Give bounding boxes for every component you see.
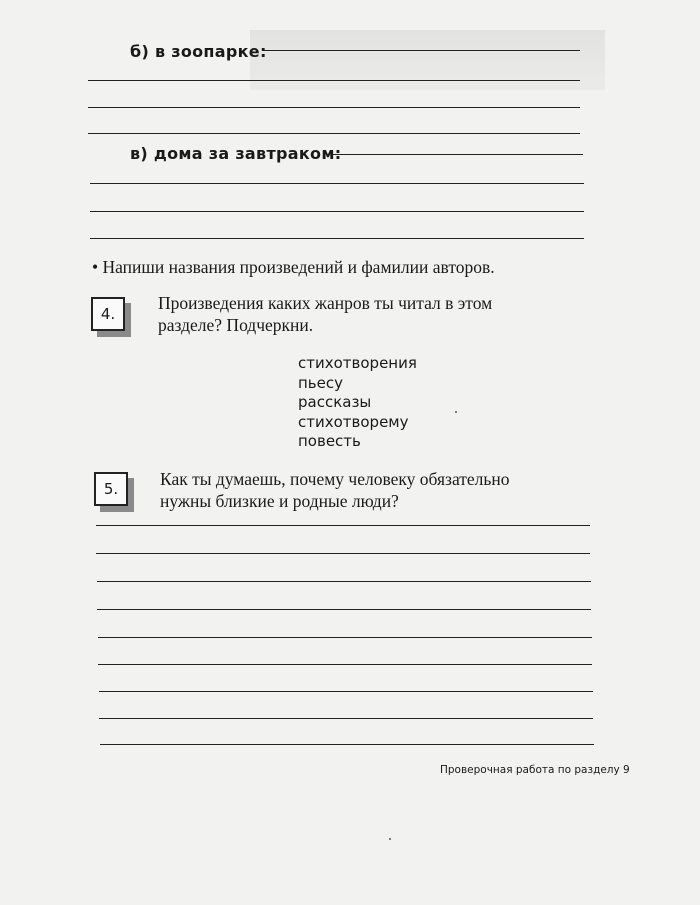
- scan-speck: [455, 411, 457, 413]
- answer-line[interactable]: [90, 238, 584, 239]
- answer-line[interactable]: [98, 637, 592, 638]
- task-4-question-line: Произведения каких жанров ты читал в этом: [158, 293, 493, 313]
- answer-line[interactable]: [99, 691, 593, 692]
- instruction-text: • Напиши названия произведений и фамилии авторов.: [92, 257, 495, 277]
- genre-option[interactable]: рассказы: [298, 393, 372, 412]
- genre-list: [298, 354, 417, 452]
- answer-line[interactable]: [97, 581, 591, 582]
- answer-line[interactable]: [99, 718, 593, 719]
- section-b-label: б) в зоопарке:: [130, 42, 267, 61]
- answer-line[interactable]: [100, 744, 594, 745]
- page-footer: Проверочная работа по разделу 9: [440, 764, 630, 776]
- task-5-question-line: Как ты думаешь, почему человеку обязательно: [160, 469, 510, 489]
- answer-line[interactable]: [90, 211, 584, 212]
- scan-speck: [389, 838, 391, 840]
- task-5-question: [160, 468, 510, 512]
- genre-option[interactable]: повесть: [298, 432, 361, 451]
- answer-line[interactable]: [88, 80, 580, 81]
- answer-line[interactable]: [88, 133, 580, 134]
- answer-line[interactable]: [333, 154, 583, 155]
- bleed-through-shade: [250, 30, 605, 90]
- answer-line[interactable]: [96, 525, 590, 526]
- answer-line[interactable]: [97, 609, 591, 610]
- section-c-label: в) дома за завтраком:: [130, 144, 342, 163]
- task-4-question: [158, 292, 492, 336]
- task-5-number-box: 5.: [94, 472, 128, 506]
- task-5-question-line: нужны близкие и родные люди?: [160, 491, 399, 511]
- answer-line[interactable]: [98, 664, 592, 665]
- answer-line[interactable]: [96, 553, 590, 554]
- genre-option[interactable]: стихотворему: [298, 412, 409, 431]
- genre-option[interactable]: пьесу: [298, 373, 343, 392]
- answer-line[interactable]: [90, 183, 584, 184]
- answer-line[interactable]: [88, 107, 580, 108]
- task-4-question-line: разделе? Подчеркни.: [158, 315, 314, 335]
- task-4-number-box: 4.: [91, 297, 125, 331]
- answer-line[interactable]: [262, 50, 580, 51]
- genre-option[interactable]: стихотворения: [298, 354, 417, 372]
